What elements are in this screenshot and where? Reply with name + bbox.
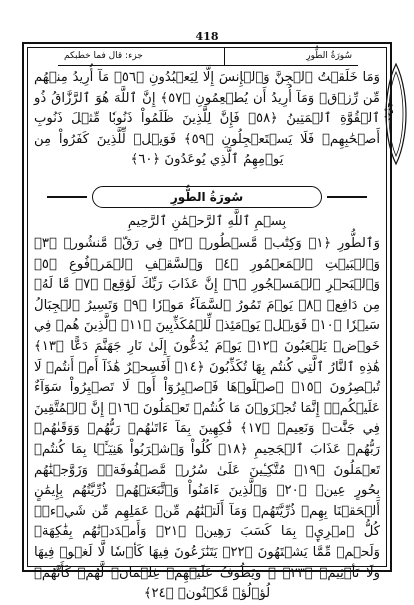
- hizb-marker: [384, 62, 408, 166]
- page-header: [58, 47, 358, 66]
- text-block-bottom: وَٱلطُّورِ ﴿١﴾ وَكِتَٰبٖ مَّسۡطُورٖ ﴿٢﴾ فِي رَقّٖ مَّنشُورٖ ﴿٣﴾ وَٱلۡبَيۡتِ ٱلۡمَعۡمُورِ ﴿٤﴾ وَٱلسَّقۡفِ ٱلۡمَرۡفُوعِ ﴿٥﴾ وَٱلۡبَحۡرِ ٱلۡمَسۡجُورِ ﴿٦﴾ إِنَّ عَذَابَ رَبِّكَ لَوَٰقِعٞ ﴿٧﴾ مَّا لَهُۥ مِن دَافِعٖ ﴿٨﴾ يَوۡمَ تَمُورُ ٱلسَّمَآءُ مَوۡرٗا ﴿٩﴾ وَتَسِيرُ ٱلۡجِبَالُ سَيۡرٗا ﴿١٠﴾ فَوَيۡلٞ يَوۡمَئِذٖ لِّلۡمُكَذِّبِينَ ﴿١١﴾ ٱلَّذِينَ هُمۡ فِي خَوۡضٖ يَلۡعَبُونَ ﴿١٢﴾ يَوۡمَ يُدَعُّونَ إِلَىٰ نَارِ جَهَنَّمَ دَعًّا ﴿١٣﴾ هَٰذِهِ ٱلنَّارُ ٱلَّتِي كُنتُم بِهَا تُكَذِّبُونَ ﴿١٤﴾ أَفَسِحۡرٌ هَٰذَآ أَمۡ أَنتُمۡ لَا تُبۡصِرُونَ ﴿١٥﴾ ٱصۡلَوۡهَا فَٱصۡبِرُوٓاْ أَوۡ لَا تَصۡبِرُواْ سَوَآءٌ عَلَيۡكُمۡۖ إِنَّمَا تُجۡزَوۡنَ مَا كُنتُمۡ تَعۡمَلُونَ ﴿١٦﴾ إِنَّ ٱلۡمُتَّقِينَ فِي جَنَّٰتٖ وَنَعِيمٖ ﴿١٧﴾ فَٰكِهِينَ بِمَآ ءَاتَىٰهُمۡ رَبُّهُمۡ وَوَقَىٰهُمۡ رَبُّهُمۡ عَذَابَ ٱلۡجَحِيمِ ﴿١٨﴾ كُلُواْ وَٱشۡرَبُواْ هَنِيٓـَٔۢا بِمَا كُنتُمۡ تَعۡمَلُونَ ﴿١٩﴾ مُتَّكِـِٔينَ عَلَىٰ سُرُرٖ مَّصۡفُوفَةٖۖ وَزَوَّجۡنَٰهُم بِحُورٍ عِينٖ ﴿٢٠﴾ وَٱلَّذِينَ ءَامَنُواْ وَٱتَّبَعَتۡهُمۡ ذُرِّيَّتُهُم بِإِيمَٰنٍ أَلۡحَقۡنَا بِهِمۡ ذُرِّيَّتَهُمۡ وَمَآ أَلَتۡنَٰهُم مِّنۡ عَمَلِهِم مِّن شَيۡءٖۚ كُلُّ ٱمۡرِيِٕۭ بِمَا كَسَبَ رَهِينٞ ﴿٢١﴾ وَأَمۡدَدۡنَٰهُم بِفَٰكِهَةٖ وَلَحۡمٖ مِّمَّا يَشۡتَهُونَ ﴿٢٢﴾ يَتَنَٰزَعُونَ فِيهَا كَأۡسٗا لَّا لَغۡوٞ فِيهَا وَلَا تَأۡثِيمٞ ﴿٢٣﴾ ۞ وَيَطُوفُ عَلَيۡهِمۡ غِلۡمَانٞ لَّهُمۡ كَأَنَّهُمۡ لُؤۡلُؤٞ مَّكۡنُونٞ ﴿٢٤﴾: [34, 236, 381, 602]
- surah-title-banner: سُورَةُ الطُّورِ: [92, 186, 322, 208]
- header-surah-name: سُورَةُ الطُّورِ: [306, 51, 352, 61]
- hizb-label: حِزْبٌ: [384, 102, 393, 121]
- header-divider: [224, 47, 225, 65]
- text-block-top: وَمَا خَلَقۡتُ ٱلۡجِنَّ وَٱلۡإِنسَ إِلَّا لِيَعۡبُدُونِ ﴿٥٦﴾ مَآ أُرِيدُ مِنۡهُم مِّن رِّزۡقٖ وَمَآ أُرِيدُ أَن يُطۡعِمُونِ ﴿٥٧﴾ إِنَّ ٱللَّهَ هُوَ ٱلرَّزَّاقُ ذُو ٱلۡقُوَّةِ ٱلۡمَتِينُ ﴿٥٨﴾ فَإِنَّ لِلَّذِينَ ظَلَمُواْ ذَنُوبٗا مِّثۡلَ ذَنُوبِ أَصۡحَٰبِهِمۡ فَلَا يَسۡتَعۡجِلُونِ ﴿٥٩﴾ فَوَيۡلٞ لِّلَّذِينَ كَفَرُواْ مِن يَوۡمِهِمُ ٱلَّذِي يُوعَدُونَ ﴿٦٠﴾: [34, 70, 380, 168]
- page-number: 418: [195, 30, 219, 43]
- header-juz-name: جزء: قال فما خطبكم: [64, 51, 143, 61]
- basmala: بِسۡمِ ٱللَّهِ ٱلرَّحۡمَٰنِ ٱلرَّحِيمِ: [127, 214, 287, 229]
